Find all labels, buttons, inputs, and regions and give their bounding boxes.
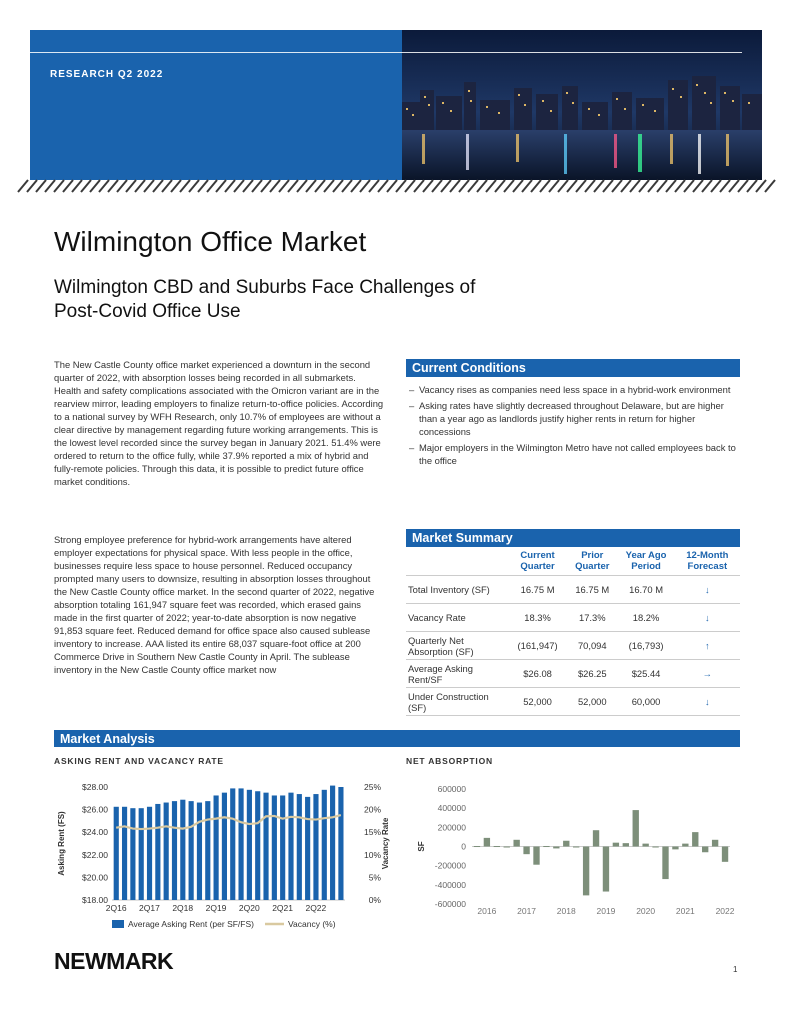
- list-item-text: Major employers in the Wilmington Metro have not called employees back to the office: [419, 442, 736, 467]
- absorption-bar: [603, 847, 609, 892]
- rent-bar: [313, 794, 318, 900]
- absorption-bar: [682, 844, 688, 847]
- absorption-bar: [613, 843, 619, 847]
- list-item: [406, 441, 740, 467]
- y-tick-label: $24.00: [82, 827, 108, 838]
- x-tick-label: 2Q17: [139, 903, 160, 913]
- market-summary-heading: Market Summary: [406, 529, 740, 547]
- absorption-bar: [533, 847, 539, 865]
- rent-bar: [189, 801, 194, 900]
- forecast-arrow-icon: →: [675, 660, 740, 688]
- rent-bar: [272, 795, 277, 900]
- table-row: [406, 632, 740, 660]
- absorption-bar: [553, 847, 559, 849]
- column-header: Current Quarter: [508, 548, 567, 576]
- list-item: [406, 399, 740, 438]
- rent-bar: [180, 800, 185, 900]
- rent-bar: [164, 803, 169, 900]
- x-tick-label: 2022: [715, 906, 735, 916]
- list-item: [406, 383, 740, 396]
- column-header-blank: [406, 548, 508, 576]
- absorption-bar: [504, 847, 510, 848]
- hatch-divider: [30, 180, 762, 192]
- absorption-bar: [623, 843, 629, 846]
- forecast-arrow-icon: ↑: [675, 632, 740, 660]
- rent-bar: [197, 803, 202, 900]
- y-tick-label: 600000: [437, 784, 466, 794]
- x-tick-label: 2019: [596, 906, 616, 916]
- absorption-bar: [494, 846, 500, 847]
- y-axis-label: Asking Rent (FS): [57, 811, 66, 876]
- list-item-text: Asking rates have slightly decreased throughout Delaware, but are higher than a year ago as landlords justify higher rents in return for higher concessions: [419, 400, 724, 438]
- table-row: [406, 604, 740, 632]
- row-label: Quarterly Net Absorption (SF): [406, 632, 508, 660]
- column-header: 12-Month Forecast: [675, 548, 740, 576]
- forecast-arrow-icon: ↓: [675, 688, 740, 716]
- y-tick-label: $26.00: [82, 804, 108, 815]
- rent-bar: [305, 797, 310, 900]
- x-tick-label: 2Q18: [172, 903, 194, 913]
- table-header-row: [406, 548, 740, 576]
- row-label: Vacancy Rate: [406, 604, 508, 632]
- table-row: [406, 576, 740, 604]
- x-tick-label: 2016: [477, 906, 497, 916]
- table-cell: 70,094: [567, 632, 617, 660]
- chart-title-net-absorption: NET ABSORPTION: [406, 756, 493, 766]
- y2-tick-label: 5%: [368, 872, 381, 883]
- rent-bar: [247, 790, 252, 900]
- y2-tick-label: 0%: [368, 895, 381, 905]
- legend-label-rent: Average Asking Rent (per SF/FS): [128, 919, 254, 929]
- absorption-bar: [692, 832, 698, 846]
- x-tick-label: 2Q16: [105, 903, 127, 913]
- y-tick-label: -600000: [434, 899, 466, 909]
- table-cell: (16,793): [617, 632, 674, 660]
- y-tick-label: 0: [461, 841, 466, 852]
- column-header: Prior Quarter: [567, 548, 617, 576]
- legend-label-vacancy: Vacancy (%): [288, 919, 336, 929]
- subtitle-line-1: Wilmington CBD and Suburbs Face Challenges of: [54, 277, 476, 298]
- forecast-arrow-icon: ↓: [675, 576, 740, 604]
- forecast-arrow-icon: ↓: [675, 604, 740, 632]
- table-row: [406, 660, 740, 688]
- absorption-bar: [573, 847, 579, 848]
- x-tick-label: 2Q19: [205, 903, 227, 913]
- rent-bar: [338, 787, 343, 900]
- rent-bar: [214, 795, 219, 900]
- header-rule: [30, 52, 742, 53]
- absorption-bar: [543, 846, 549, 847]
- table-cell: 52,000: [508, 688, 567, 716]
- x-tick-label: 2020: [636, 906, 656, 916]
- table-cell: (161,947): [508, 632, 567, 660]
- absorption-bar: [633, 810, 639, 846]
- rent-bar: [205, 801, 210, 900]
- rent-bar: [172, 801, 177, 900]
- absorption-bar: [593, 830, 599, 846]
- absorption-bar: [474, 846, 480, 847]
- y2-axis-label: Vacancy Rate: [381, 817, 390, 870]
- research-label: RESEARCH Q2 2022: [50, 69, 164, 80]
- header-banner: [30, 30, 762, 180]
- y-tick-label: 400000: [437, 803, 466, 814]
- y-tick-label: $20.00: [82, 872, 108, 883]
- table-cell: 60,000: [617, 688, 674, 716]
- net-absorption-chart: [400, 770, 740, 932]
- page-title: Wilmington Office Market: [54, 226, 367, 257]
- absorption-bar: [712, 840, 718, 847]
- rent-vacancy-chart: [40, 770, 390, 940]
- y-axis-label: SF: [417, 841, 426, 852]
- rent-bar: [114, 807, 119, 900]
- row-label: Under Construction (SF): [406, 688, 508, 716]
- rent-bar: [288, 793, 293, 900]
- rent-bar: [280, 795, 285, 900]
- current-conditions-list: [406, 383, 740, 470]
- y2-tick-label: 10%: [363, 849, 381, 860]
- y-tick-label: $22.00: [82, 849, 108, 860]
- table-cell: $26.08: [508, 660, 567, 688]
- y-tick-label: -400000: [434, 879, 466, 890]
- dash-bullet-icon: –: [409, 400, 415, 412]
- body-paragraph-2: Strong employee preference for hybrid-work arrangements have altered employer expectations for physical space. With less people in the office, businesses require less space to house personnel. Reduced occupancy prompted many users to downsize, resulting in absorption losses throughout the New Castle County office market. In the second quarter of 2022, negative absorption totaling 161,947 square feet was recorded, which erased gains made in the first quarter of 2022; year-to-date absorption is now negative 91,853 square feet. Reduced demand for office space also caused sublease inventory to increase. AAA listed its entire 68,037 square-foot office at 200 Commerce Drive in Southern New Castle County in April. The sublease inventory in the New Castle County office market now: [54, 534, 375, 676]
- absorption-bar: [702, 847, 708, 853]
- dash-bullet-icon: –: [409, 384, 415, 395]
- rent-bar: [255, 791, 260, 900]
- body-paragraph-1: The New Castle County office market experienced a downturn in the second quarter of 2022, with absorption losses being recorded in all submarkets. Health and safety complications associated with the Omicron variant are in the rearview mirror, leading employers to finalize return-to-office policies. According to a national survey by WFH Research, only 10.7% of employees are without a clear directive by management regarding future working arrangements. This is the lowest level recorded since the survey began in January 2021. 51.4% were ordered to return to the office fully, while 37.9% reported a mix of hybrid and fully-remote policies. Through this data, it is possible to predict future office market conditions.: [54, 359, 384, 488]
- table-cell: 16.75 M: [567, 576, 617, 604]
- absorption-bar: [484, 838, 490, 847]
- page-subtitle: [54, 276, 534, 324]
- absorption-bar: [722, 847, 728, 862]
- newmark-logo: NEWMARK: [54, 948, 174, 974]
- rent-bar: [147, 807, 152, 900]
- market-summary-table: [406, 548, 740, 716]
- rent-bar: [238, 788, 243, 900]
- y2-tick-label: 15%: [363, 827, 381, 838]
- y-tick-label: $18.00: [82, 895, 108, 905]
- x-tick-label: 2018: [556, 906, 576, 916]
- table-cell: $25.44: [617, 660, 674, 688]
- absorption-bar: [652, 847, 658, 848]
- page-number: 1: [733, 965, 738, 974]
- table-cell: $26.25: [567, 660, 617, 688]
- table-cell: 17.3%: [567, 604, 617, 632]
- y2-tick-label: 20%: [363, 804, 381, 815]
- table-row: [406, 688, 740, 716]
- absorption-bar: [672, 847, 678, 850]
- rent-bar: [263, 793, 268, 900]
- rent-bar: [122, 807, 127, 900]
- x-tick-label: 2Q20: [238, 903, 260, 913]
- absorption-bar: [583, 847, 589, 896]
- y-tick-label: 200000: [437, 822, 466, 833]
- x-tick-label: 2017: [517, 906, 537, 916]
- list-item-text: Vacancy rises as companies need less space in a hybrid-work environment: [419, 384, 731, 395]
- x-tick-label: 2Q21: [272, 903, 293, 913]
- table-cell: 18.3%: [508, 604, 567, 632]
- rent-bar: [322, 790, 327, 900]
- table-cell: 52,000: [567, 688, 617, 716]
- y2-tick-label: 25%: [363, 782, 381, 792]
- x-tick-label: 2021: [675, 906, 695, 916]
- subtitle-line-2: Post-Covid Office Use: [54, 301, 241, 322]
- table-cell: 16.70 M: [617, 576, 674, 604]
- table-cell: 18.2%: [617, 604, 674, 632]
- rent-bar: [155, 804, 160, 900]
- rent-bar: [130, 808, 135, 900]
- absorption-bar: [513, 840, 519, 847]
- dash-bullet-icon: –: [409, 442, 415, 454]
- absorption-bar: [563, 841, 569, 847]
- row-label: Average Asking Rent/SF: [406, 660, 508, 688]
- rent-bar: [297, 794, 302, 900]
- rent-bar: [330, 786, 335, 900]
- table-cell: 16.75 M: [508, 576, 567, 604]
- y-tick-label: -200000: [434, 860, 466, 871]
- rent-bar: [222, 793, 227, 900]
- rent-bar: [230, 788, 235, 900]
- absorption-bar: [662, 847, 668, 880]
- legend-swatch-rent: [112, 920, 124, 928]
- y-tick-label: $28.00: [82, 782, 108, 792]
- absorption-bar: [642, 844, 648, 847]
- market-analysis-heading: Market Analysis: [54, 730, 740, 747]
- current-conditions-heading: Current Conditions: [406, 359, 740, 377]
- chart-title-rent-vacancy: ASKING RENT AND VACANCY RATE: [54, 756, 224, 766]
- x-tick-label: 2Q22: [305, 903, 327, 913]
- column-header: Year Ago Period: [617, 548, 674, 576]
- absorption-bar: [523, 847, 529, 855]
- rent-bar: [139, 808, 144, 900]
- row-label: Total Inventory (SF): [406, 576, 508, 604]
